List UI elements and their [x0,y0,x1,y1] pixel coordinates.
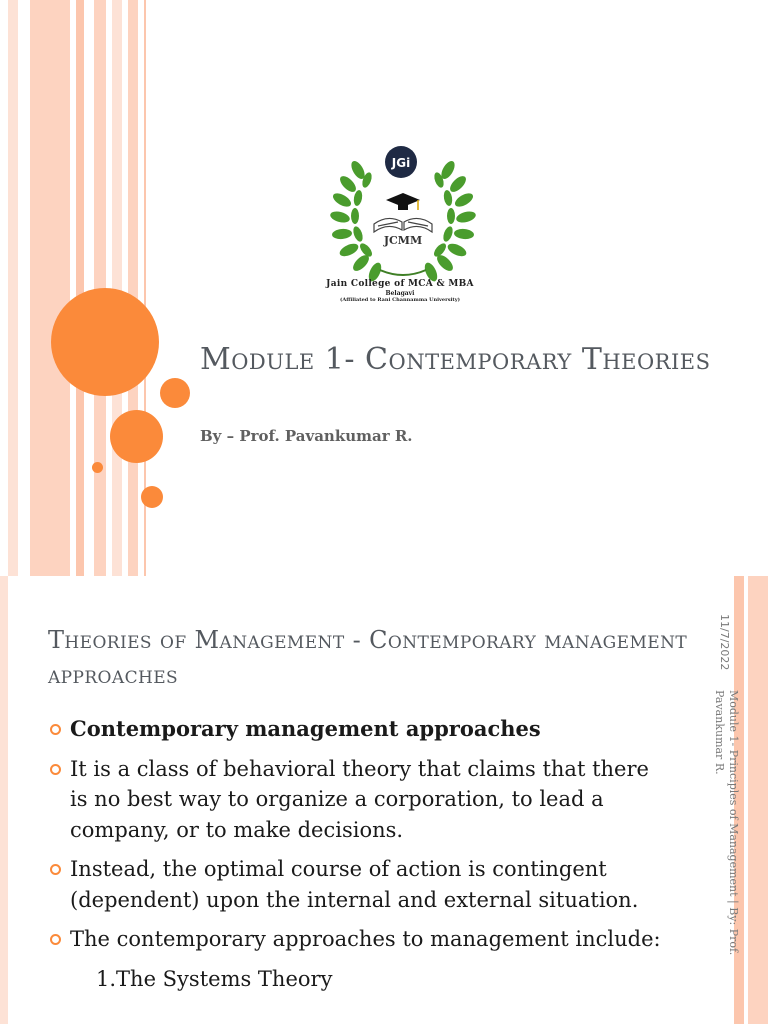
open-book-icon [374,218,432,232]
stripe-decoration [0,576,8,1024]
circle-decoration [160,378,190,408]
bullet-icon [50,764,61,775]
slide-title: Module 1- Contemporary Theories [200,342,711,377]
list-item [48,924,663,955]
bullet-list [48,714,663,1003]
stripe-decoration [30,0,70,576]
bullet-icon [50,864,61,875]
logo-affiliation: (Affiliated to Rani Channamma University) [339,297,461,303]
list-item [48,714,663,745]
bullet-text: Contemporary management approaches [70,716,541,741]
circle-decoration [51,288,159,396]
circle-decoration [110,410,163,463]
graduation-cap-icon [386,193,420,210]
logo-college-name: Jain College of MCA & MBA [326,279,474,289]
stripe-decoration [8,0,18,576]
bullet-text: It is a class of behavioral theory that claims that there is no best way to organize a corporation, to lead a company, or to make decisions. [70,756,649,842]
slide-footer: Module 1- Principles of Management | By: Prof. Pavankumar R. [713,690,740,956]
logo-badge-text: JGi [391,156,411,170]
bullet-icon [50,934,61,945]
content-slide [0,576,768,1024]
circle-decoration [92,462,103,473]
slide-date: 11/7/2022 [718,614,731,671]
sub-item-text: 1.The Systems Theory [96,966,333,991]
circle-decoration [141,486,163,508]
stripe-decoration [128,0,138,576]
logo-emblem-text: JCMM [383,234,423,247]
bullet-icon [50,724,61,735]
sub-list-item [48,964,663,995]
list-item [48,854,663,915]
author-byline: By – Prof. Pavankumar R. [200,427,413,445]
bullet-text: The contemporary approaches to management include: [70,927,661,951]
stripe-decoration [76,0,84,576]
list-item [48,754,663,846]
bullet-text: Instead, the optimal course of action is contingent (dependent) upon the internal and external situation. [70,857,639,912]
logo-city: Belagavi [385,290,415,297]
stripe-decoration [748,576,768,1024]
slide-title: Theories of Management - Contemporary management approaches [48,626,688,689]
